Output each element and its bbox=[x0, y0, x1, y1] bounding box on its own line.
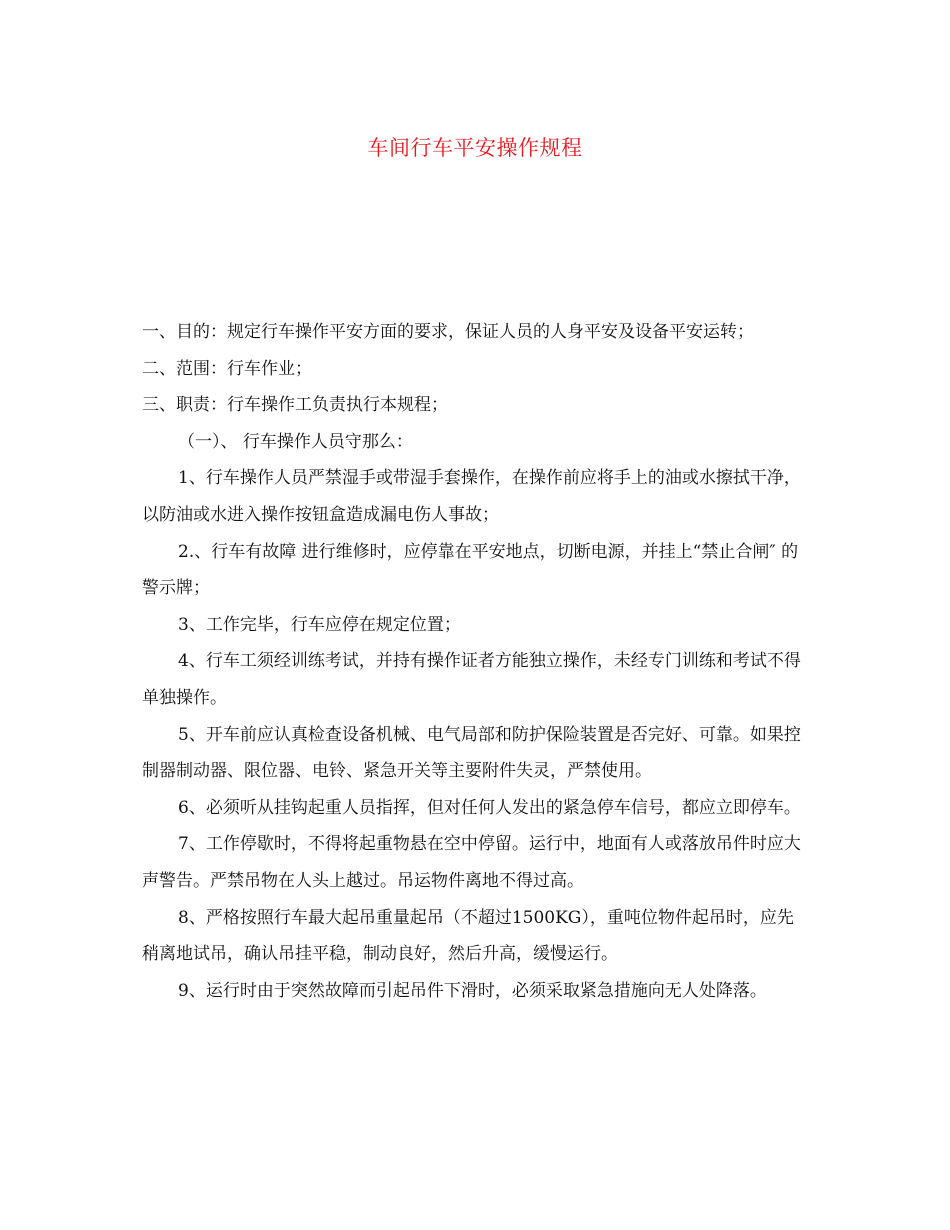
rule-item: 1、行车操作人员严禁湿手或带湿手套操作，在操作前应将手上的油或水擦拭干净，以防油或水进入操作按钮盒造成漏电伤人事故； bbox=[142, 468, 801, 525]
rule-item: 9、运行时由于突然故障而引起吊件下滑时，必须采取紧急措施向无人处降落。 bbox=[178, 980, 767, 1001]
rule-item: 3、工作完毕，行车应停在规定位置； bbox=[178, 614, 461, 635]
document-title: 车间行车平安操作规程 bbox=[367, 136, 583, 160]
section-responsibility: 三、职责：行车操作工负责执行本规程； bbox=[142, 395, 448, 416]
rule-item: 2.、行车有故障 进行维修时，应停靠在平安地点，切断电源，并挂上“禁止合闸″ 的警示牌； bbox=[142, 541, 799, 599]
rule-item: 5、开车前应认真检查设备机械、电气局部和防护保险装置是否完好、可靠。如果控制器制动器、限位器、电铃、紧急开关等主要附件失灵，严禁使用。 bbox=[142, 724, 801, 782]
section-scope: 二、范围：行车作业； bbox=[142, 358, 312, 379]
rule-item: 7、工作停歇时，不得将起重物悬在空中停留。运行中，地面有人或落放吊件时应大声警告。严禁吊物在人头上越过。吊运物件离地不得过高。 bbox=[142, 834, 801, 891]
section-purpose: 一、目的：规定行车操作平安方面的要求，保证人员的人身平安及设备平安运转； bbox=[142, 322, 754, 342]
document-body bbox=[142, 314, 810, 1009]
rule-item: 6、必须听从挂钩起重人员指挥，但对任何人发出的紧急停车信号，都应立即停车。 bbox=[178, 797, 801, 818]
rule-item: 8、严格按照行车最大起吊重量起吊（不超过1500KG），重吨位物件起吊时，应先稍离地试吊，确认吊挂平稳，制动良好，然后升高，缓慢运行。 bbox=[142, 907, 794, 965]
subsection-heading: （一）、 行车操作人员守那么： bbox=[178, 431, 413, 452]
rule-item: 4、行车工须经训练考试，并持有操作证者方能独立操作，未经专门训练和考试不得单独操作。 bbox=[142, 651, 801, 708]
